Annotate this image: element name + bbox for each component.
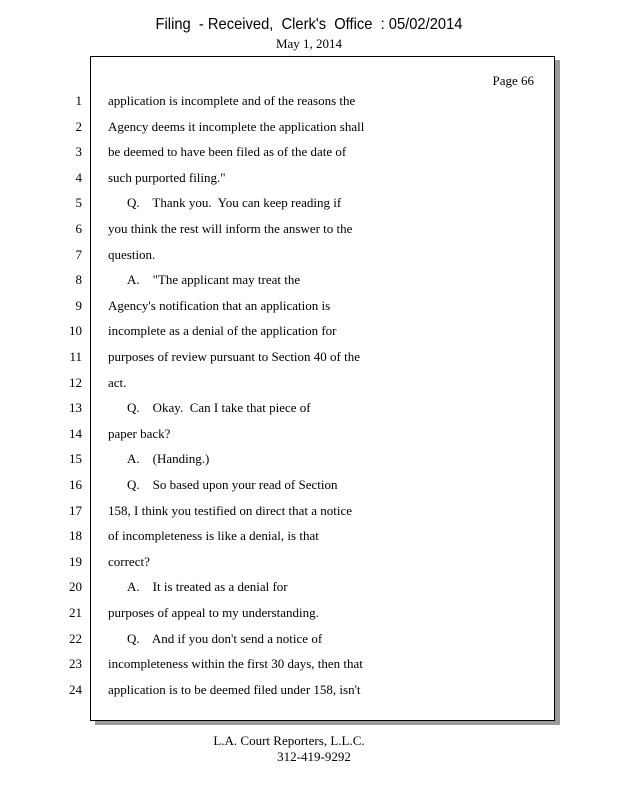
line-text: Q. And if you don't send a notice of [127, 631, 323, 646]
line-number: 10 [69, 323, 82, 338]
line-number: 24 [69, 682, 82, 697]
line-number: 21 [69, 605, 82, 620]
line-number: 8 [75, 272, 82, 287]
transcript-line [0, 451, 618, 471]
line-text: A. "The applicant may treat the [127, 272, 301, 287]
transcript-line [0, 349, 618, 369]
transcript-line [0, 323, 618, 343]
line-number: 7 [75, 247, 82, 262]
line-number: 2 [75, 119, 82, 134]
line-text: Q. Okay. Can I take that piece of [127, 400, 311, 415]
line-number: 15 [69, 451, 82, 466]
transcript-line [0, 503, 618, 523]
footer-company: L.A. Court Reporters, L.L.C. [213, 733, 365, 748]
transcript-line [0, 656, 618, 676]
transcript-line [0, 528, 618, 548]
transcript-line [0, 144, 618, 164]
line-text: correct? [108, 554, 150, 569]
line-text: be deemed to have been filed as of the date of [108, 144, 347, 159]
line-number: 5 [75, 195, 82, 210]
line-number: 22 [69, 631, 82, 646]
line-number: 3 [75, 144, 82, 159]
line-text: application is incomplete and of the reasons the [108, 93, 356, 108]
transcript-line [0, 579, 618, 599]
transcript-line [0, 631, 618, 651]
line-number: 11 [69, 349, 82, 364]
line-text: application is to be deemed filed under 158, isn't [108, 682, 361, 697]
line-text: Q. So based upon your read of Section [127, 477, 338, 492]
line-number: 1 [75, 93, 82, 108]
transcript-line [0, 195, 618, 215]
line-number: 13 [69, 400, 82, 415]
transcript-line [0, 554, 618, 574]
line-number: 17 [69, 503, 82, 518]
filing-stamp: Filing - Received, Clerk's Office : 05/02/2014 [155, 16, 463, 33]
line-text: A. (Handing.) [127, 451, 210, 466]
transcript-line [0, 93, 618, 113]
line-number: 19 [69, 554, 82, 569]
line-text: Agency's notification that an application is [108, 298, 331, 313]
transcript-line [0, 375, 618, 395]
transcript-line [0, 247, 618, 267]
line-text: incomplete as a denial of the application for [108, 323, 337, 338]
line-number: 14 [69, 426, 82, 441]
line-text: question. [108, 247, 156, 262]
line-number: 12 [69, 375, 82, 390]
transcript-line [0, 400, 618, 420]
footer-phone: 312-419-9292 [277, 749, 351, 764]
transcript-line [0, 170, 618, 190]
transcript-line [0, 272, 618, 292]
line-text: purposes of review pursuant to Section 40 of the [108, 349, 361, 364]
transcript-line [0, 298, 618, 318]
line-text: paper back? [108, 426, 171, 441]
line-number: 9 [75, 298, 82, 313]
line-number: 23 [69, 656, 82, 671]
line-text: of incompleteness is like a denial, is that [108, 528, 319, 543]
line-text: act. [108, 375, 127, 390]
page-number: Page 66 [492, 73, 534, 88]
transcript-line [0, 221, 618, 241]
line-number: 6 [75, 221, 82, 236]
line-text: 158, I think you testified on direct that a notice [108, 503, 353, 518]
line-text: you think the rest will inform the answer to the [108, 221, 353, 236]
line-text: such purported filing." [108, 170, 226, 185]
line-number: 20 [69, 579, 82, 594]
line-text: incompleteness within the first 30 days, then that [108, 656, 363, 671]
line-number: 4 [75, 170, 82, 185]
line-number: 18 [69, 528, 82, 543]
line-text: Agency deems it incomplete the application shall [108, 119, 365, 134]
transcript-line [0, 119, 618, 139]
transcript-line [0, 682, 618, 702]
line-text: Q. Thank you. You can keep reading if [127, 195, 342, 210]
transcript-line [0, 605, 618, 625]
line-text: A. It is treated as a denial for [127, 579, 288, 594]
transcript-line [0, 426, 618, 446]
line-text: purposes of appeal to my understanding. [108, 605, 319, 620]
line-number: 16 [69, 477, 82, 492]
transcript-line [0, 477, 618, 497]
document-date: May 1, 2014 [275, 36, 343, 51]
